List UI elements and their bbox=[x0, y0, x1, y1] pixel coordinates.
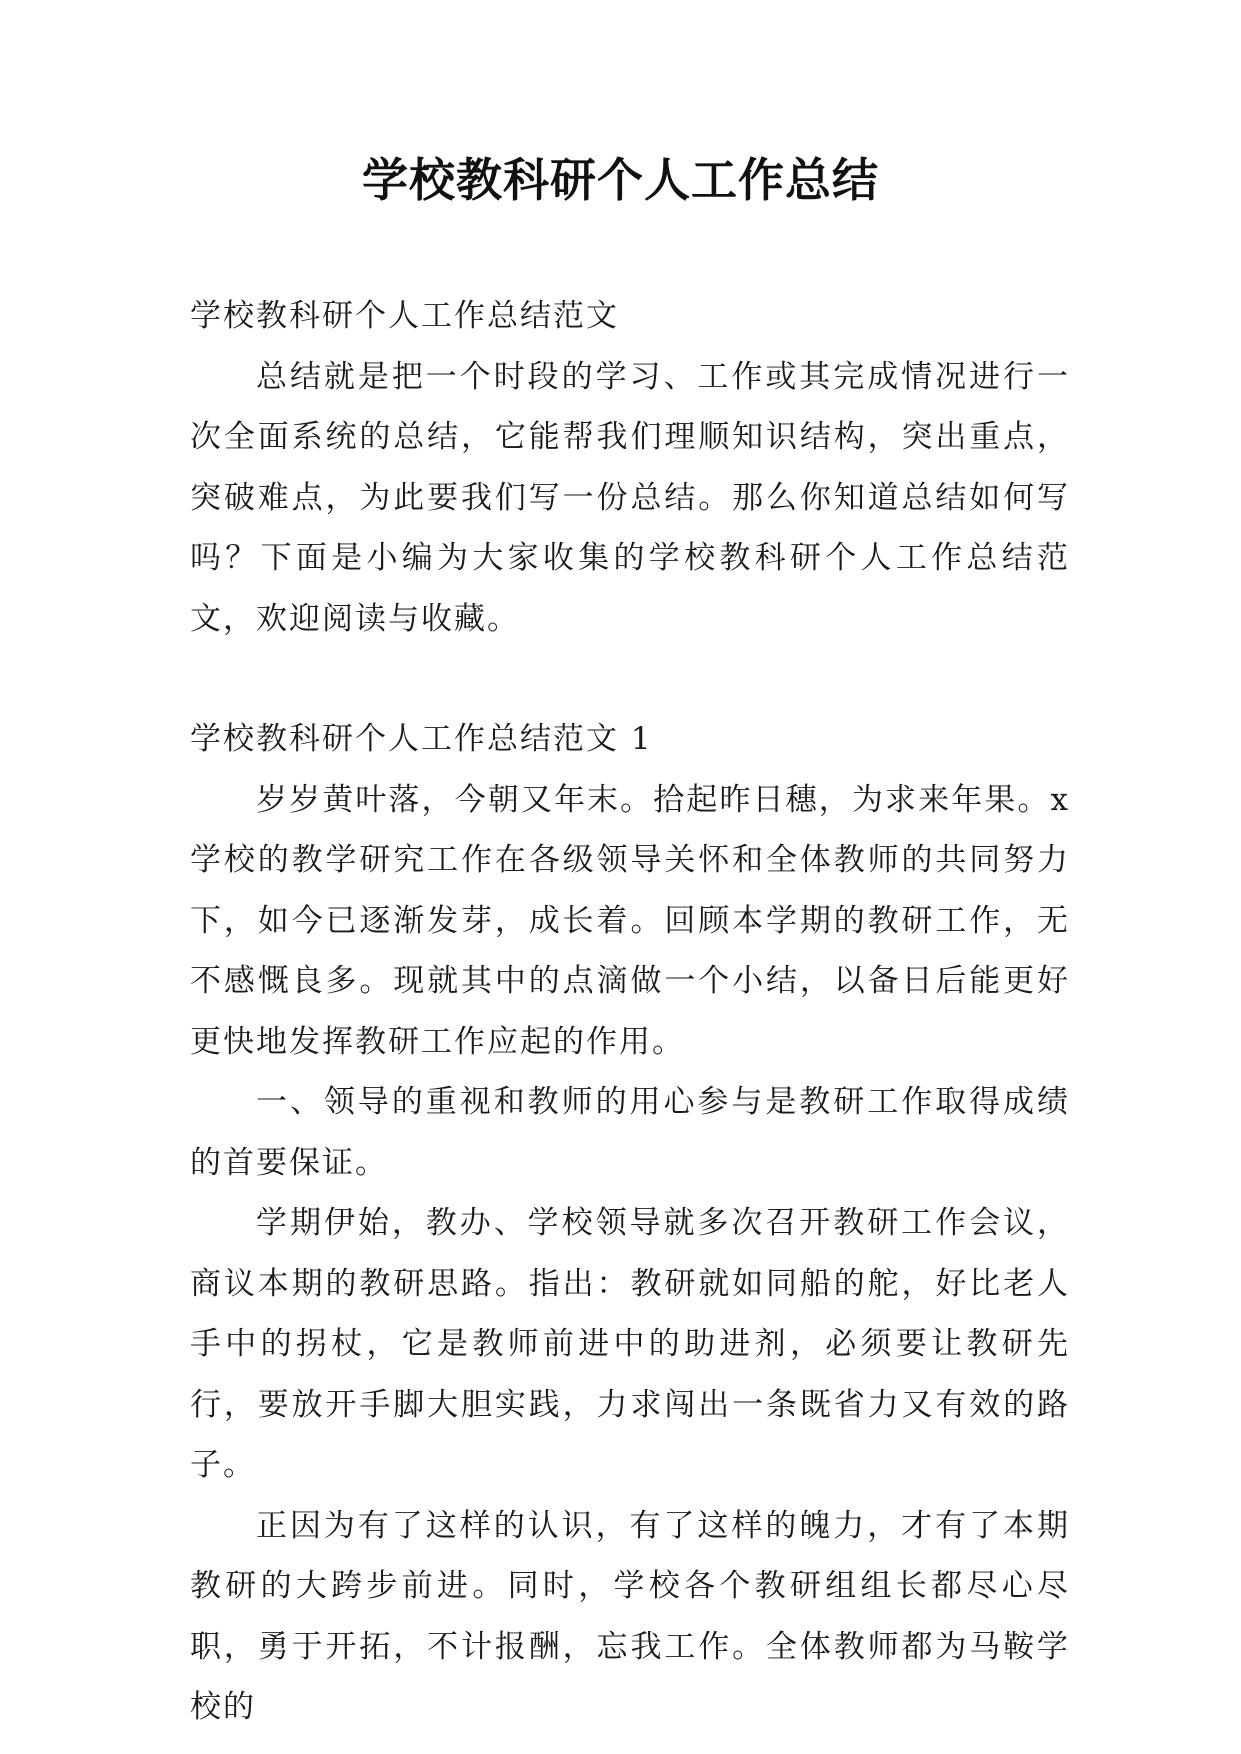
body-paragraph: 岁岁黄叶落，今朝又年末。拾起昨日穗，为求来年果。x 学校的教学研究工作在各级领导关怀和全体教师的共同努力下，如今已逐渐发芽，成长着。回顾本学期的教研工作，无不感慨良多。现就其中的点滴做一个小结，以备日后能更好更快地发挥教研工作应起的作用。 bbox=[190, 781, 1070, 1060]
body-paragraph: 一、领导的重视和教师的用心参与是教研工作取得成绩的首要保证。 bbox=[190, 1084, 1070, 1181]
document-body bbox=[190, 286, 1070, 1738]
intro-paragraph: 总结就是把一个时段的学习、工作或其完成情况进行一次全面系统的总结，它能帮我们理顺知识结构，突出重点，突破难点，为此要我们写一份总结。那么你知道总结如何写吗？下面是小编为大家收集的学校教科研个人工作总结范文，欢迎阅读与收藏。 bbox=[190, 358, 1070, 637]
document-title: 学校教科研个人工作总结 bbox=[362, 153, 879, 207]
body-paragraph: 学期伊始，教办、学校领导就多次召开教研工作会议，商议本期的教研思路。指出：教研就如同船的舵，好比老人手中的拐杖，它是教师前进中的助进剂，必须要让教研先行，要放开手脚大胆实践，力求闯出一条既省力又有效的路子。 bbox=[190, 1205, 1070, 1483]
paragraph-gap bbox=[190, 649, 1070, 709]
body-paragraph: 正因为有了这样的认识，有了这样的魄力，才有了本期教研的大跨步前进。同时，学校各个教研组组长都尽心尽职，勇于开拓，不计报酬，忘我工作。全体教师都为马鞍学校的 bbox=[190, 1507, 1070, 1725]
section-heading: 学校教科研个人工作总结范文 1 bbox=[190, 721, 653, 757]
document-subtitle: 学校教科研个人工作总结范文 bbox=[190, 298, 619, 334]
